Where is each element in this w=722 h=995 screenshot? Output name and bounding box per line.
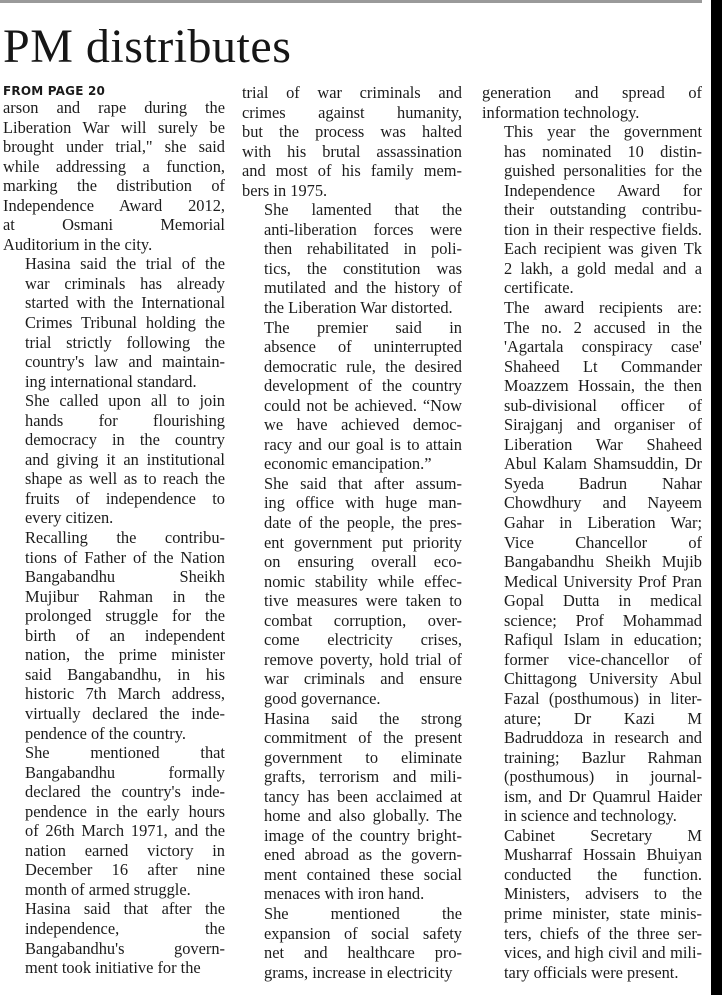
text-line: then rehabilitated in poli- bbox=[264, 239, 462, 259]
article-paragraph bbox=[482, 298, 702, 826]
text-line: marking the distribution of bbox=[3, 176, 225, 196]
text-line: The award recipients are: bbox=[504, 298, 702, 318]
text-line: nation, the prime minister bbox=[25, 645, 225, 665]
text-line: virtually declared the inde- bbox=[25, 703, 225, 723]
text-line: month of armed struggle. bbox=[25, 879, 191, 899]
text-line: fruits of independence to bbox=[25, 488, 225, 508]
text-line: ing office with huge man- bbox=[264, 493, 462, 513]
text-line: Auditorium in the city. bbox=[3, 234, 153, 254]
text-line: government to eliminate bbox=[264, 747, 462, 767]
article-paragraph bbox=[242, 904, 462, 982]
text-line: conducted the function. bbox=[504, 864, 702, 884]
text-line: Cabinet Secretary M bbox=[504, 825, 702, 845]
article-paragraph bbox=[242, 83, 462, 200]
text-line: prime minister, state minis- bbox=[504, 903, 702, 923]
text-line: ing international standard. bbox=[25, 371, 197, 391]
article-paragraph bbox=[3, 899, 225, 977]
text-line: vices, and high civil and mili- bbox=[504, 943, 702, 963]
article-paragraph bbox=[242, 709, 462, 904]
text-line: we have achieved democ- bbox=[264, 415, 462, 435]
text-line: She mentioned that bbox=[25, 743, 225, 763]
text-line: former vice-chancellor of bbox=[504, 649, 702, 669]
text-line: ened abroad as the govern- bbox=[264, 845, 462, 865]
article-paragraph bbox=[3, 98, 225, 254]
text-line: arson and rape during the bbox=[3, 98, 225, 117]
article-column-3 bbox=[482, 83, 702, 982]
text-line: with his brutal assassination bbox=[242, 141, 462, 161]
text-line: certificate. bbox=[504, 278, 574, 298]
text-line: nomic stability while effec- bbox=[264, 571, 462, 591]
article-paragraph bbox=[482, 122, 702, 298]
text-line: come electricity crises, bbox=[264, 630, 462, 650]
text-line: She lamented that the bbox=[264, 200, 462, 220]
text-line: tive measures were taken to bbox=[264, 591, 462, 611]
text-line: while addressing a function, bbox=[3, 156, 225, 176]
text-line: anti-liberation forces were bbox=[264, 219, 462, 239]
text-line: Sirajganj and organiser of bbox=[504, 415, 702, 435]
article-paragraph bbox=[3, 391, 225, 528]
text-line: every citizen. bbox=[25, 508, 114, 528]
text-line: absence of uninterrupted bbox=[264, 337, 462, 357]
text-line: Abul Kalam Shamsuddin, Dr bbox=[504, 454, 702, 474]
text-line: ature; Dr Kazi M bbox=[504, 708, 702, 728]
text-line: Vice Chancellor of bbox=[504, 532, 702, 552]
text-line: grafts, terrorism and mili- bbox=[264, 767, 462, 787]
text-line: The no. 2 accused in the bbox=[504, 317, 702, 337]
text-line: The premier said in bbox=[264, 317, 462, 337]
text-line: of 26th March 1971, and the bbox=[25, 821, 225, 841]
text-line: but the process was halted bbox=[242, 122, 462, 142]
text-line: Hasina said the strong bbox=[264, 708, 462, 728]
text-line: This year the government bbox=[504, 122, 702, 142]
text-line: Mujibur Rahman in the bbox=[25, 586, 225, 606]
article-paragraph bbox=[3, 528, 225, 743]
text-line: democracy in the country bbox=[25, 430, 225, 450]
text-line: She mentioned the bbox=[264, 903, 462, 923]
text-line: tion in their respective fields. bbox=[504, 219, 702, 239]
top-rule-divider bbox=[0, 0, 702, 3]
text-line: pendence of the country. bbox=[25, 723, 186, 743]
article-paragraph bbox=[242, 474, 462, 709]
text-line: historic 7th March address, bbox=[25, 684, 225, 704]
text-line: (posthumous) in journal- bbox=[504, 767, 702, 787]
text-line: nation earned victory in bbox=[25, 840, 225, 860]
text-line: their outstanding contribu- bbox=[504, 200, 702, 220]
text-line: the Liberation War distorted. bbox=[264, 298, 453, 318]
text-line: democratic rule, the desired bbox=[264, 356, 462, 376]
text-line: December 16 after nine bbox=[25, 860, 225, 880]
article-paragraph bbox=[242, 200, 462, 317]
text-line: declared the country's inde- bbox=[25, 782, 225, 802]
text-line: image of the country bright- bbox=[264, 825, 462, 845]
text-line: Crimes Tribunal holding the bbox=[25, 313, 225, 333]
text-line: Chittagong University Abul bbox=[504, 669, 702, 689]
article-paragraph bbox=[482, 83, 702, 122]
text-line: net and healthcare pro- bbox=[264, 943, 462, 963]
text-line: home and also globally. The bbox=[264, 806, 462, 826]
text-line: Gahar in Liberation War; bbox=[504, 513, 702, 533]
text-line: Bangabandhu Sheikh Mujib bbox=[504, 552, 702, 572]
text-line: Bangabandhu Sheikh bbox=[25, 567, 225, 587]
text-line: Bangabandhu's govern- bbox=[25, 938, 225, 958]
text-line: ism, and Dr Quamrul Haider bbox=[504, 786, 702, 806]
text-line: tions of Father of the Nation bbox=[25, 547, 225, 567]
text-line: economic emancipation.” bbox=[264, 454, 432, 474]
text-line: at Osmani Memorial bbox=[3, 215, 225, 235]
article-paragraph bbox=[3, 743, 225, 899]
article-column-1 bbox=[3, 98, 225, 978]
text-line: on ensuring overall eco- bbox=[264, 552, 462, 572]
text-line: Syeda Badrun Nahar bbox=[504, 473, 702, 493]
text-line: Medical University Prof Pran bbox=[504, 571, 702, 591]
text-line: prolonged struggle for the bbox=[25, 606, 225, 626]
text-line: Independence Award for bbox=[504, 180, 702, 200]
text-line: She called upon all to join bbox=[25, 391, 225, 411]
text-line: ters, chiefs of the three ser- bbox=[504, 923, 702, 943]
text-line: has nominated 10 distin- bbox=[504, 141, 702, 161]
text-line: grams, increase in electricity bbox=[264, 962, 453, 982]
text-line: science; Prof Mohammad bbox=[504, 610, 702, 630]
text-line: 'Agartala conspiracy case' bbox=[504, 337, 702, 357]
text-line: started with the International bbox=[25, 293, 225, 313]
article-paragraph bbox=[482, 826, 702, 982]
text-line: and giving it an institutional bbox=[25, 449, 225, 469]
text-line: ment took initiative for the bbox=[25, 958, 201, 978]
text-line: in science and technology. bbox=[504, 806, 677, 826]
text-line: Shaheed Lt Commander bbox=[504, 356, 702, 376]
text-line: Musharraf Hossain Bhuiyan bbox=[504, 845, 702, 865]
text-line: racy and our goal is to attain bbox=[264, 434, 462, 454]
text-line: commitment of the present bbox=[264, 728, 462, 748]
text-line: Independence Award 2012, bbox=[3, 195, 225, 215]
text-line: country's law and maintain- bbox=[25, 352, 225, 372]
text-line: training; Bazlur Rahman bbox=[504, 747, 702, 767]
text-line: tics, the constitution was bbox=[264, 258, 462, 278]
text-line: sub-divisional officer of bbox=[504, 395, 702, 415]
text-line: Hasina said the trial of the bbox=[25, 254, 225, 274]
text-line: independence, the bbox=[25, 918, 225, 938]
text-line: war criminals has already bbox=[25, 273, 225, 293]
text-line: Ministers, advisers to the bbox=[504, 884, 702, 904]
text-line: Fazal (posthumous) in liter- bbox=[504, 688, 702, 708]
text-line: pendence in the early hours bbox=[25, 801, 225, 821]
text-line: tary officials were present. bbox=[504, 962, 679, 982]
text-line: remove poverty, hold trial of bbox=[264, 649, 462, 669]
text-line: Liberation War will surely be bbox=[3, 117, 225, 137]
page-edge-strip bbox=[711, 0, 722, 995]
text-line: mutilated and the history of bbox=[264, 278, 462, 298]
article-headline: PM distributes bbox=[3, 20, 292, 73]
text-line: Bangabandhu formally bbox=[25, 762, 225, 782]
article-paragraph bbox=[3, 254, 225, 391]
text-line: birth of an independent bbox=[25, 625, 225, 645]
text-line: Liberation War Shaheed bbox=[504, 434, 702, 454]
text-line: Chowdhury and Nayeem bbox=[504, 493, 702, 513]
text-line: Recalling the contribu- bbox=[25, 528, 225, 548]
text-line: expansion of social safety bbox=[264, 923, 462, 943]
text-line: and most of his family mem- bbox=[242, 161, 462, 181]
article-column-2 bbox=[242, 83, 462, 982]
text-line: ent government put priority bbox=[264, 532, 462, 552]
text-line: tancy has been acclaimed at bbox=[264, 786, 462, 806]
text-line: trial of war criminals and bbox=[242, 83, 462, 102]
text-line: crimes against humanity, bbox=[242, 102, 462, 122]
text-line: date of the people, the pres- bbox=[264, 513, 462, 533]
text-line: trial strictly following the bbox=[25, 332, 225, 352]
text-line: information technology. bbox=[482, 102, 640, 122]
text-line: said Bangabandhu, in his bbox=[25, 664, 225, 684]
text-line: development of the country bbox=[264, 376, 462, 396]
text-line: hands for flourishing bbox=[25, 410, 225, 430]
text-line: brought under trial," she said bbox=[3, 137, 225, 157]
text-line: Rafiqul Islam in education; bbox=[504, 630, 702, 650]
text-line: good governance. bbox=[264, 688, 381, 708]
text-line: shape as well as to reach the bbox=[25, 469, 225, 489]
text-line: Badruddoza in research and bbox=[504, 728, 702, 748]
text-line: bers in 1975. bbox=[242, 180, 328, 200]
text-line: She said that after assum- bbox=[264, 473, 462, 493]
text-line: Each recipient was given Tk bbox=[504, 239, 702, 259]
text-line: 2 lakh, a gold medal and a bbox=[504, 258, 702, 278]
text-line: combat corruption, over- bbox=[264, 610, 462, 630]
text-line: ment contained these social bbox=[264, 864, 462, 884]
text-line: guished personalities for the bbox=[504, 161, 702, 181]
text-line: could not be achieved. “Now bbox=[264, 395, 462, 415]
article-paragraph bbox=[242, 318, 462, 474]
text-line: menaces with iron hand. bbox=[264, 884, 425, 904]
text-line: Moazzem Hossain, the then bbox=[504, 376, 702, 396]
text-line: Gopal Dutta in medical bbox=[504, 591, 702, 611]
text-line: war criminals and ensure bbox=[264, 669, 462, 689]
text-line: Hasina said that after the bbox=[25, 899, 225, 919]
continued-from-label: FROM PAGE 20 bbox=[3, 84, 106, 98]
text-line: generation and spread of bbox=[482, 83, 702, 102]
